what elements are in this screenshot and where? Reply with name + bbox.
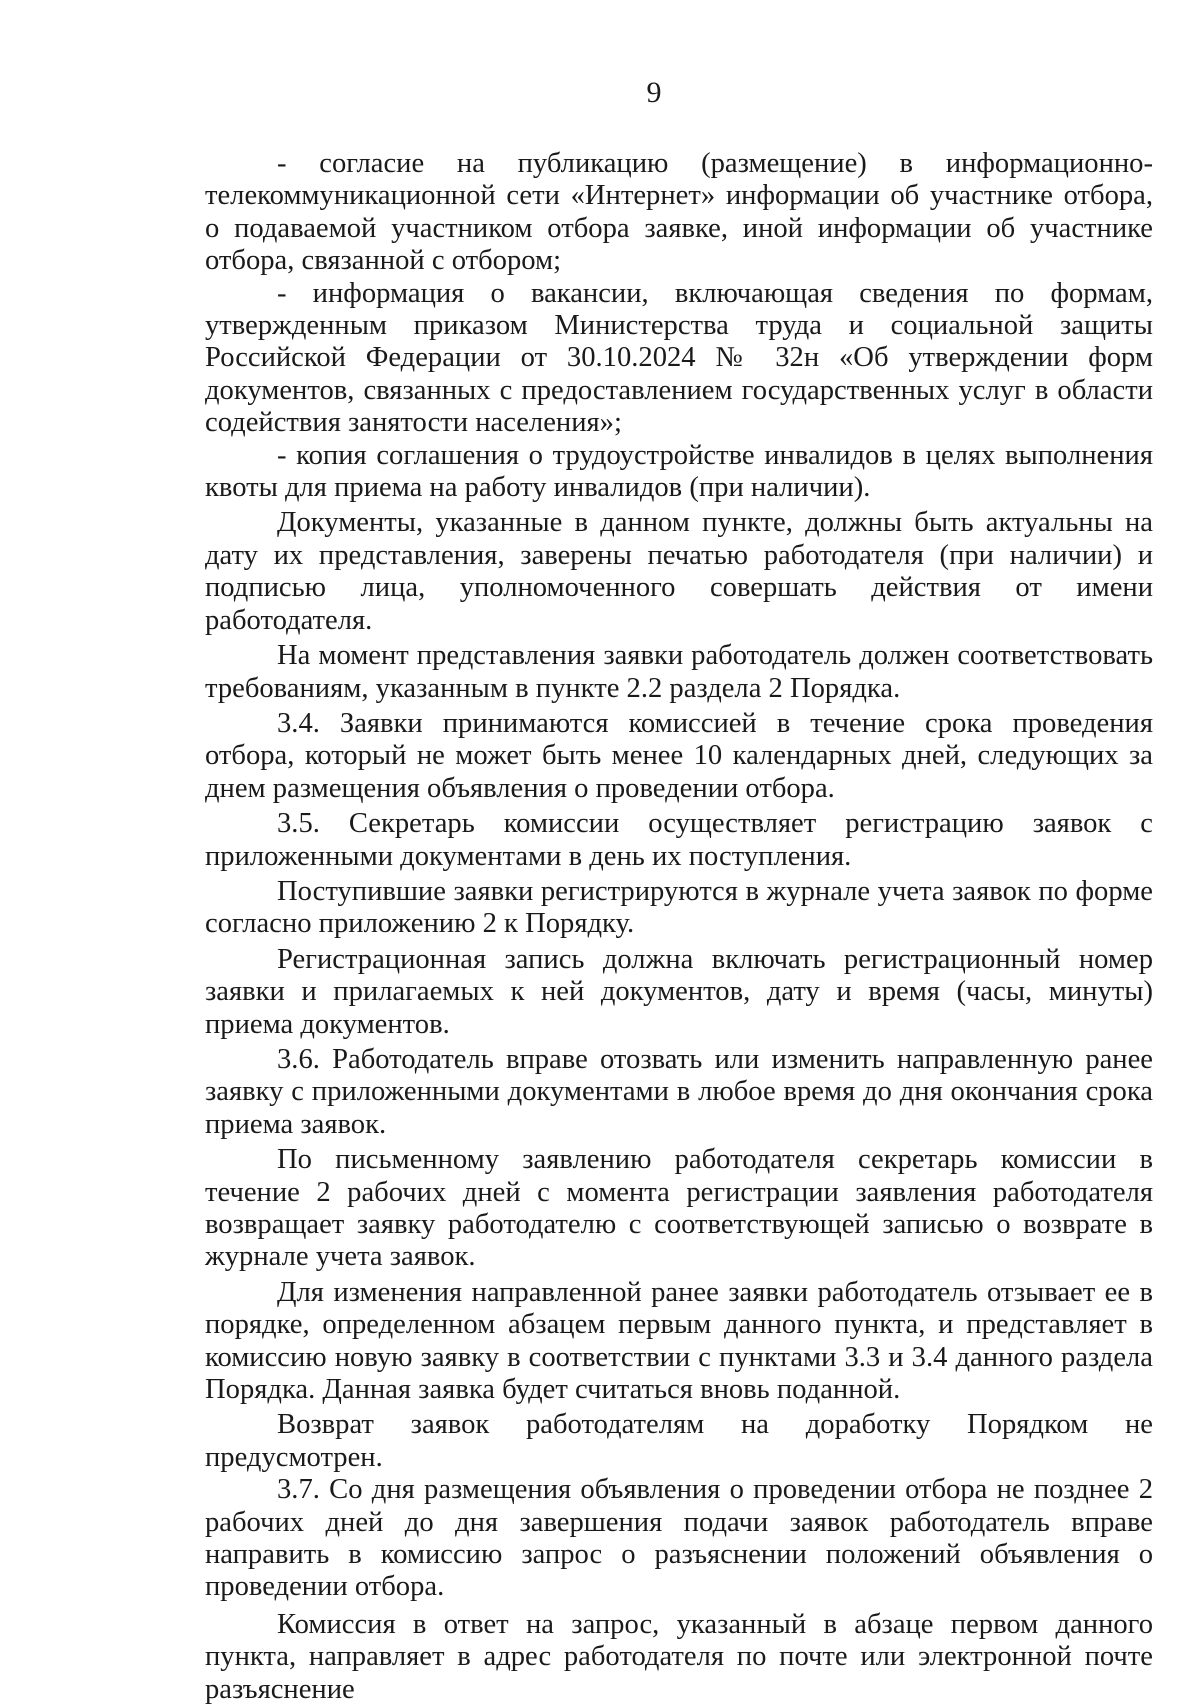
paragraph-registration-record: Регистрационная запись должна включать регистрационный номер заявки и прилагаемых к ней документов, дату и время (часы, минуты) приема документов. <box>205 943 1153 1040</box>
paragraph-written-request-return: По письменному заявлению работодателя секретарь комиссии в течение 2 рабочих дней с момента регистрации заявления работодателя возвращает заявку работодателю с соответствующей записью о возврате в журнале учета заявок. <box>205 1144 1153 1273</box>
paragraph-registration-journal: Поступившие заявки регистрируются в журнале учета заявок по форме согласно приложению 2 к Порядку. <box>205 875 1153 940</box>
paragraph-employer-requirements: На момент представления заявки работодатель должен соответствовать требованиям, указанным в пункте 2.2 раздела 2 Порядка. <box>205 640 1153 704</box>
paragraph-3-6: 3.6. Работодатель вправе отозвать или изменить направленную ранее заявку с приложенными документами в любое время до дня окончания срока приема заявок. <box>205 1043 1153 1140</box>
paragraph-application-change: Для изменения направленной ранее заявки работодатель отзывает ее в порядке, определенном абзацем первым данного пункта, и представляет в комиссию новую заявку в соответствии с пунктами 3.3 и 3.4 данного раздела Порядка. Данная заявка будет считаться вновь поданной. <box>205 1276 1153 1406</box>
page-number: 9 <box>646 76 662 109</box>
paragraph-3-5: 3.5. Секретарь комиссии осуществляет регистрацию заявок с приложенными документами в день их поступления. <box>205 808 1153 872</box>
paragraph-3-4: 3.4. Заявки принимаются комиссией в течение срока проведения отбора, который не может быть менее 10 календарных дней, следующих за днем размещения объявления о проведении отбора. <box>205 707 1153 804</box>
paragraph-disability-agreement: - копия соглашения о трудоустройстве инвалидов в целях выполнения квоты для приема на работу инвалидов (при наличии). <box>205 439 1153 504</box>
paragraph-vacancy-information: - информация о вакансии, включающая сведения по формам, утвержденным приказом Министерства труда и социальной защиты Российской Федерации от 30.10.2024 № 32н «Об утверждении форм документов, связанных с предоставлением государственных услуг в области содействия занятости населения»; <box>205 277 1153 439</box>
document-body <box>205 148 1153 1706</box>
paragraph-consent-publication: - согласие на публикацию (размещение) в информационно-телекоммуникационной сети «Интернет» информации об участнике отбора, о подаваемой участником отбора заявке, иной информации об участнике отбора, связанной с отбором; <box>205 148 1153 277</box>
paragraph-documents-actuality: Документы, указанные в данном пункте, должны быть актуальны на дату их представления, заверены печатью работодателя (при наличии) и подписью лица, уполномоченного совершать действия от имени работодателя. <box>205 507 1153 636</box>
paragraph-no-revision-return: Возврат заявок работодателям на доработку Порядком не предусмотрен. <box>205 1409 1153 1473</box>
paragraph-commission-response: Комиссия в ответ на запрос, указанный в абзаце первом данного пункта, направляет в адрес работодателя по почте или электронной почте разъяснение <box>205 1608 1153 1705</box>
paragraph-3-7: 3.7. Со дня размещения объявления о проведении отбора не позднее 2 рабочих дней до дня завершения подачи заявок работодатель вправе направить в комиссию запрос о разъяснении положений объявления о проведении отбора. <box>205 1474 1153 1603</box>
